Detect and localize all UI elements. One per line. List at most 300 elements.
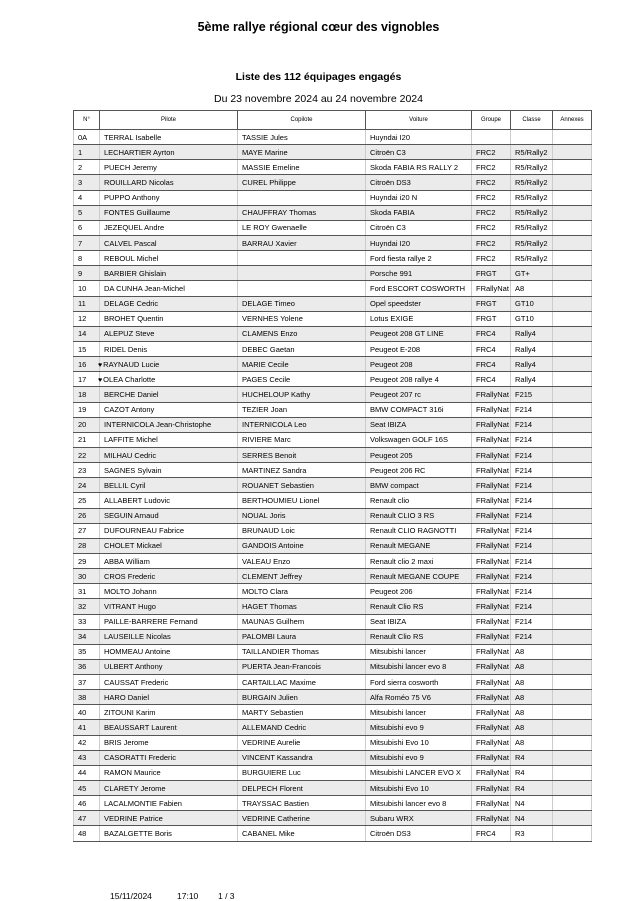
cell-pilote [100,357,238,372]
cell-copilote: DELAGE Timeo [238,296,366,311]
cell-groupe: FRallyNat [472,463,511,478]
column-header-annexes: Annexes [553,111,592,130]
cell-copilote: TASSIE Jules [238,130,366,145]
cell-copilote [238,266,366,281]
table-row [74,493,592,508]
table-row [74,690,592,705]
cell-voiture: Peugeot 208 GT LINE [366,326,472,341]
cell-num: 35 [74,644,100,659]
cell-voiture: Volkswagen GOLF 16S [366,432,472,447]
cell-groupe: FRallyNat [472,569,511,584]
cell-copilote: CLAMENS Enzo [238,326,366,341]
table-row [74,599,592,614]
cell-pilote: BROHET Quentin [100,311,238,326]
cell-annexes [553,781,592,796]
footer-date: 15/11/2024 [110,891,152,901]
cell-voiture: Huyndai i20 N [366,190,472,205]
cell-copilote: MASSIE Emeline [238,160,366,175]
cell-copilote: RIVIERE Marc [238,432,366,447]
cell-groupe: FRallyNat [472,629,511,644]
cell-classe: F214 [511,478,553,493]
cell-pilote: ZITOUNI Karim [100,705,238,720]
table-row [74,266,592,281]
cell-annexes [553,417,592,432]
cell-classe: GT+ [511,266,553,281]
cell-voiture: Citroën DS3 [366,826,472,841]
table-row [74,145,592,160]
cell-annexes [553,190,592,205]
cell-annexes [553,508,592,523]
cell-num: 7 [74,235,100,250]
table-row [74,281,592,296]
cell-groupe: FRallyNat [472,553,511,568]
cell-copilote: CLEMENT Jeffrey [238,569,366,584]
cell-copilote: INTERNICOLA Leo [238,417,366,432]
table-row [74,538,592,553]
cell-voiture: Peugeot 206 RC [366,463,472,478]
cell-groupe: FRGT [472,311,511,326]
cell-groupe: FRC2 [472,220,511,235]
cell-annexes [553,266,592,281]
column-header-classe: Classe [511,111,553,130]
cell-groupe: FRallyNat [472,720,511,735]
cell-classe: F214 [511,614,553,629]
table-row [74,357,592,372]
cell-annexes [553,659,592,674]
cell-num: 17 [74,372,100,387]
cell-voiture: Mitsubishi lancer evo 8 [366,659,472,674]
table-row [74,205,592,220]
cell-pilote: PAILLE-BARRERE Fernand [100,614,238,629]
cell-num: 28 [74,538,100,553]
cell-pilote: CHOLET Mickael [100,538,238,553]
cell-classe: A8 [511,735,553,750]
table-row [74,796,592,811]
cell-copilote: LE ROY Gwenaelle [238,220,366,235]
table-row [74,220,592,235]
cell-copilote: GANDOIS Antoine [238,538,366,553]
cell-pilote: SEGUIN Arnaud [100,508,238,523]
cell-num: 10 [74,281,100,296]
cell-copilote: HUCHELOUP Kathy [238,387,366,402]
document-subtitle: Liste des 112 équipages engagés [235,71,402,83]
cell-annexes [553,584,592,599]
table-row [74,372,592,387]
table-row [74,432,592,447]
table-row [74,523,592,538]
column-header-pilote: Pilote [100,111,238,130]
cell-classe: F214 [511,508,553,523]
cell-annexes [553,220,592,235]
cell-voiture: Huyndai I20 [366,130,472,145]
cell-groupe: FRallyNat [472,750,511,765]
cell-classe: F214 [511,493,553,508]
footer-time: 17:10 [177,891,199,901]
column-header-copilote: Copilote [238,111,366,130]
cell-annexes [553,130,592,145]
heart-icon: ♥ [98,376,103,384]
table-row [74,584,592,599]
cell-num: 38 [74,690,100,705]
cell-num: 29 [74,553,100,568]
cell-num: 12 [74,311,100,326]
cell-annexes [553,281,592,296]
cell-voiture: Seat IBIZA [366,614,472,629]
cell-classe: R5/Rally2 [511,220,553,235]
cell-copilote: BURGAIN Julien [238,690,366,705]
cell-copilote: CABANEL Mike [238,826,366,841]
column-header-num: N° [74,111,100,130]
event-dates: Du 23 novembre 2024 au 24 novembre 2024 [214,93,423,105]
cell-voiture: Peugeot 207 rc [366,387,472,402]
cell-annexes [553,750,592,765]
cell-copilote: MARIE Cecile [238,357,366,372]
cell-pilote: CLARETY Jerome [100,781,238,796]
cell-groupe: FRC2 [472,160,511,175]
cell-num: 14 [74,326,100,341]
cell-voiture: Skoda FABIA [366,205,472,220]
cell-copilote: NOUAL Joris [238,508,366,523]
cell-annexes [553,341,592,356]
table-row [74,417,592,432]
cell-annexes [553,553,592,568]
cell-pilote: DA CUNHA Jean-Michel [100,281,238,296]
cell-pilote-text: OLEA Charlotte [103,374,156,384]
table-row [74,130,592,145]
entries-table [73,110,592,842]
cell-copilote: PAGES Cecile [238,372,366,387]
table-row [74,675,592,690]
cell-groupe: FRallyNat [472,675,511,690]
cell-groupe: FRallyNat [472,599,511,614]
cell-groupe: FRallyNat [472,447,511,462]
cell-copilote: MOLTO Clara [238,584,366,599]
cell-classe: R4 [511,781,553,796]
cell-classe: Rally4 [511,341,553,356]
cell-pilote: SAGNES Sylvain [100,463,238,478]
cell-copilote: PALOMBI Laura [238,629,366,644]
cell-classe: F214 [511,523,553,538]
cell-classe: F214 [511,553,553,568]
cell-num: 33 [74,614,100,629]
cell-annexes [553,690,592,705]
cell-voiture: Peugeot 208 rallye 4 [366,372,472,387]
table-row [74,811,592,826]
cell-pilote: VITRANT Hugo [100,599,238,614]
cell-num: 45 [74,781,100,796]
table-row [74,190,592,205]
cell-num: 5 [74,205,100,220]
cell-num: 20 [74,417,100,432]
cell-copilote: VEDRINE Catherine [238,811,366,826]
cell-pilote: RIDEL Denis [100,341,238,356]
table-row [74,659,592,674]
cell-voiture: Renault Clio RS [366,599,472,614]
cell-pilote: DELAGE Cedric [100,296,238,311]
cell-num: 9 [74,266,100,281]
table-row [74,175,592,190]
cell-voiture: BMW compact [366,478,472,493]
cell-annexes [553,538,592,553]
cell-groupe: FRC2 [472,235,511,250]
cell-voiture: Mitsubishi Evo 10 [366,735,472,750]
cell-copilote: HAGET Thomas [238,599,366,614]
table-row [74,720,592,735]
table-row [74,553,592,568]
cell-groupe: FRC2 [472,145,511,160]
cell-voiture: Peugeot 205 [366,447,472,462]
cell-copilote: TRAYSSAC Bastien [238,796,366,811]
cell-copilote: DELPECH Florent [238,781,366,796]
cell-num: 43 [74,750,100,765]
cell-classe: GT10 [511,296,553,311]
cell-classe: F214 [511,463,553,478]
cell-voiture: Renault MEGANE [366,538,472,553]
table-row [74,326,592,341]
cell-classe: R4 [511,765,553,780]
cell-voiture: Citroën DS3 [366,175,472,190]
cell-pilote: PUECH Jeremy [100,160,238,175]
cell-voiture: Ford sierra cosworth [366,675,472,690]
cell-num: 23 [74,463,100,478]
cell-pilote: REBOUL Michel [100,251,238,266]
table-row [74,614,592,629]
cell-num: 0A [74,130,100,145]
cell-annexes [553,402,592,417]
cell-voiture: Alfa Roméo 75 V6 [366,690,472,705]
cell-annexes [553,326,592,341]
cell-copilote: MARTINEZ Sandra [238,463,366,478]
cell-num: 37 [74,675,100,690]
cell-copilote: VINCENT Kassandra [238,750,366,765]
cell-classe: A8 [511,644,553,659]
cell-groupe: FRallyNat [472,523,511,538]
table-row [74,644,592,659]
cell-num: 8 [74,251,100,266]
cell-annexes [553,569,592,584]
cell-pilote: LAUSEILLE Nicolas [100,629,238,644]
cell-annexes [553,478,592,493]
cell-num: 34 [74,629,100,644]
cell-voiture: Renault CLIO 3 RS [366,508,472,523]
table-row [74,826,592,841]
cell-classe: R5/Rally2 [511,160,553,175]
cell-copilote: PUERTA Jean-Francois [238,659,366,674]
cell-classe: N4 [511,811,553,826]
cell-classe: R5/Rally2 [511,205,553,220]
cell-voiture: Seat IBIZA [366,417,472,432]
cell-voiture: Mitsubishi lancer [366,644,472,659]
cell-groupe: FRallyNat [472,402,511,417]
cell-num: 19 [74,402,100,417]
cell-num: 22 [74,447,100,462]
cell-annexes [553,235,592,250]
cell-voiture: Renault clio [366,493,472,508]
cell-copilote: CARTAILLAC Maxime [238,675,366,690]
cell-pilote: MILHAU Cedric [100,447,238,462]
cell-num: 36 [74,659,100,674]
footer-page: 1 / 3 [218,891,235,901]
cell-num: 21 [74,432,100,447]
cell-classe: F214 [511,402,553,417]
cell-num: 46 [74,796,100,811]
entries-table-body [74,130,592,842]
cell-groupe: FRallyNat [472,508,511,523]
cell-num: 44 [74,765,100,780]
cell-classe: A8 [511,705,553,720]
cell-num: 30 [74,569,100,584]
cell-groupe: FRallyNat [472,765,511,780]
cell-groupe: FRC4 [472,826,511,841]
cell-num: 24 [74,478,100,493]
cell-groupe: FRallyNat [472,735,511,750]
cell-classe: F214 [511,569,553,584]
cell-groupe: FRallyNat [472,493,511,508]
column-header-voiture: Voiture [366,111,472,130]
cell-pilote: JEZEQUEL Andre [100,220,238,235]
cell-classe [511,130,553,145]
table-row [74,235,592,250]
cell-annexes [553,644,592,659]
table-row [74,296,592,311]
cell-voiture: Porsche 991 [366,266,472,281]
cell-classe: F214 [511,599,553,614]
table-header-row [74,111,592,130]
cell-pilote: HOMMEAU Antoine [100,644,238,659]
table-row [74,447,592,462]
table-row [74,463,592,478]
cell-groupe: FRallyNat [472,478,511,493]
cell-pilote: HARO Daniel [100,690,238,705]
cell-voiture: Mitsubishi evo 9 [366,750,472,765]
cell-annexes [553,160,592,175]
table-row [74,478,592,493]
cell-annexes [553,251,592,266]
cell-copilote: VEDRINE Aurelie [238,735,366,750]
cell-pilote: LECHARTIER Ayrton [100,145,238,160]
cell-groupe: FRallyNat [472,705,511,720]
cell-voiture: Renault MEGANE COUPE [366,569,472,584]
cell-classe: R3 [511,826,553,841]
cell-pilote-text: RAYNAUD Lucie [103,359,160,369]
cell-num: 48 [74,826,100,841]
cell-copilote: MARTY Sebastien [238,705,366,720]
cell-voiture: Mitsubishi lancer [366,705,472,720]
cell-pilote: CASORATTI Frederic [100,750,238,765]
cell-pilote: BELLIL Cyril [100,478,238,493]
cell-voiture: Renault Clio RS [366,629,472,644]
cell-pilote: RAMON Maurice [100,765,238,780]
cell-copilote: VERNHES Yolene [238,311,366,326]
table-row [74,160,592,175]
cell-voiture: Mitsubishi Evo 10 [366,781,472,796]
table-row [74,387,592,402]
cell-copilote: MAUNAS Guilhem [238,614,366,629]
cell-num: 31 [74,584,100,599]
cell-annexes [553,826,592,841]
cell-copilote [238,190,366,205]
cell-voiture: Citroën C3 [366,220,472,235]
cell-classe: Rally4 [511,372,553,387]
cell-groupe: FRGT [472,266,511,281]
cell-voiture: Huyndai I20 [366,235,472,250]
cell-voiture: Ford ESCORT COSWORTH [366,281,472,296]
cell-pilote: CROS Frederic [100,569,238,584]
cell-num: 6 [74,220,100,235]
cell-groupe: FRallyNat [472,281,511,296]
cell-annexes [553,599,592,614]
cell-copilote: TEZIER Joan [238,402,366,417]
cell-classe: A8 [511,690,553,705]
cell-annexes [553,735,592,750]
cell-copilote: CHAUFFRAY Thomas [238,205,366,220]
cell-pilote: BARBIER Ghislain [100,266,238,281]
cell-pilote: VEDRINE Patrice [100,811,238,826]
cell-groupe: FRC4 [472,341,511,356]
cell-classe: A8 [511,675,553,690]
cell-groupe: FRC2 [472,190,511,205]
cell-classe: R5/Rally2 [511,190,553,205]
cell-classe: F215 [511,387,553,402]
cell-num: 16 [74,357,100,372]
cell-voiture: Mitsubishi lancer evo 8 [366,796,472,811]
cell-annexes [553,372,592,387]
cell-num: 4 [74,190,100,205]
cell-groupe: FRallyNat [472,417,511,432]
cell-annexes [553,705,592,720]
cell-pilote: DUFOURNEAU Fabrice [100,523,238,538]
cell-groupe: FRallyNat [472,584,511,599]
cell-voiture: Peugeot 208 [366,357,472,372]
cell-copilote: ALLEMAND Cedric [238,720,366,735]
cell-voiture: BMW COMPACT 316i [366,402,472,417]
table-row [74,781,592,796]
cell-groupe: FRC2 [472,205,511,220]
column-header-groupe: Groupe [472,111,511,130]
cell-annexes [553,675,592,690]
document-title: 5ème rallye régional cœur des vignobles [197,20,440,34]
cell-classe: F214 [511,417,553,432]
cell-pilote: MOLTO Johann [100,584,238,599]
cell-copilote: VALEAU Enzo [238,553,366,568]
cell-pilote: BERCHE Daniel [100,387,238,402]
cell-annexes [553,145,592,160]
cell-num: 40 [74,705,100,720]
cell-groupe: FRallyNat [472,690,511,705]
cell-voiture: Mitsubishi evo 9 [366,720,472,735]
cell-classe: R4 [511,750,553,765]
cell-annexes [553,447,592,462]
cell-classe: F214 [511,584,553,599]
cell-voiture: Citroën C3 [366,145,472,160]
cell-pilote [100,372,238,387]
cell-copilote: BRUNAUD Loic [238,523,366,538]
cell-pilote: BRIS Jerome [100,735,238,750]
cell-annexes [553,175,592,190]
table-row [74,311,592,326]
cell-annexes [553,463,592,478]
cell-voiture: Renault clio 2 maxi [366,553,472,568]
cell-num: 47 [74,811,100,826]
cell-annexes [553,357,592,372]
cell-pilote: TERRAL Isabelle [100,130,238,145]
cell-classe: GT10 [511,311,553,326]
cell-num: 41 [74,720,100,735]
cell-num: 42 [74,735,100,750]
cell-groupe: FRGT [472,296,511,311]
cell-num: 18 [74,387,100,402]
cell-pilote: ALLABERT Ludovic [100,493,238,508]
